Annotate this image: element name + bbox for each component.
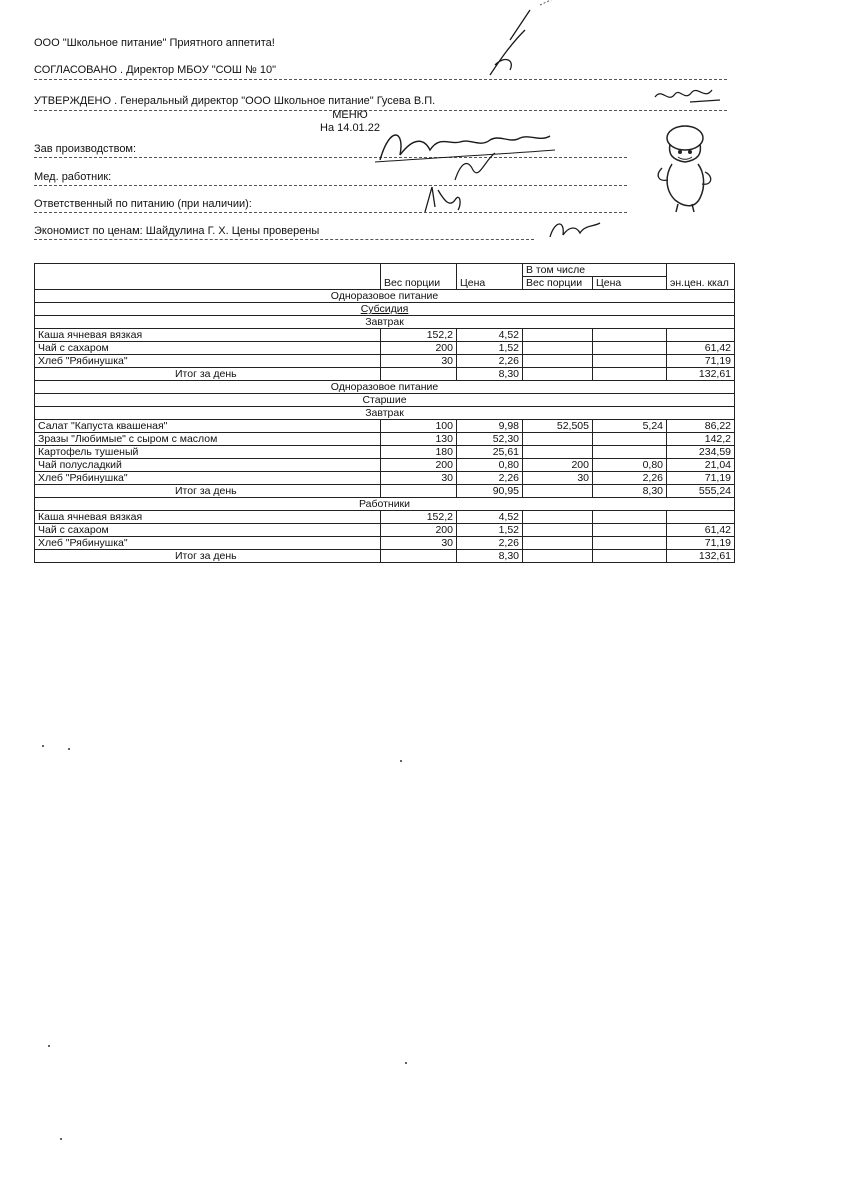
meal-title: Завтрак: [35, 407, 735, 420]
dish-name: Хлеб "Рябинушка": [35, 537, 381, 550]
dish-inc-weight: [523, 511, 593, 524]
dish-kcal: [667, 329, 735, 342]
dish-price: 52,30: [457, 433, 523, 446]
dish-inc-weight: [523, 446, 593, 459]
dish-inc-weight: [523, 537, 593, 550]
scan-speck: [68, 748, 70, 750]
dish-kcal: 61,42: [667, 524, 735, 537]
dish-price: 0,80: [457, 459, 523, 472]
table-row: [35, 355, 735, 368]
dish-price: 2,26: [457, 472, 523, 485]
dish-inc-weight: 52,505: [523, 420, 593, 433]
dish-price: 1,52: [457, 524, 523, 537]
dish-weight: 200: [381, 524, 457, 537]
dish-inc-price: [593, 446, 667, 459]
dish-weight: 180: [381, 446, 457, 459]
table-row: [35, 329, 735, 342]
dish-inc-weight: 30: [523, 472, 593, 485]
total-label: Итог за день: [35, 550, 381, 563]
table-row: [35, 511, 735, 524]
dish-inc-price: [593, 433, 667, 446]
dish-kcal: 21,04: [667, 459, 735, 472]
total-kcal: 555,24: [667, 485, 735, 498]
dish-inc-price: 5,24: [593, 420, 667, 433]
dish-weight: 152,2: [381, 511, 457, 524]
dish-price: 4,52: [457, 511, 523, 524]
total-price: 8,30: [457, 368, 523, 381]
dish-inc-price: [593, 329, 667, 342]
dish-price: 9,98: [457, 420, 523, 433]
col-including-header: В том числе: [523, 264, 667, 277]
dish-inc-weight: [523, 433, 593, 446]
agreed-underline: [34, 79, 727, 80]
total-price: 8,30: [457, 550, 523, 563]
section2-rows: [35, 420, 735, 485]
dish-name: Чай полусладкий: [35, 459, 381, 472]
dish-price: 2,26: [457, 537, 523, 550]
total-row: [35, 368, 735, 381]
responsible-underline: [34, 212, 627, 213]
dish-weight: 200: [381, 459, 457, 472]
dish-price: 25,61: [457, 446, 523, 459]
economist-label: Экономист по ценам: Шайдулина Г. Х. Цены проверены: [34, 225, 320, 237]
dish-inc-weight: [523, 342, 593, 355]
dish-inc-price: 2,26: [593, 472, 667, 485]
section1-rows: [35, 329, 735, 368]
dish-name: Зразы "Любимые" с сыром с маслом: [35, 433, 381, 446]
dish-weight: 30: [381, 355, 457, 368]
dish-name: Картофель тушеный: [35, 446, 381, 459]
section-title: Одноразовое питание: [35, 290, 735, 303]
dish-price: 4,52: [457, 329, 523, 342]
total-row: [35, 550, 735, 563]
medic-signature: [445, 145, 505, 185]
dish-name: Салат "Капуста квашеная": [35, 420, 381, 433]
medic-label: Мед. работник:: [34, 171, 112, 183]
production-head-label: Зав производством:: [34, 143, 137, 155]
total-label: Итог за день: [35, 368, 381, 381]
responsible-label: Ответственный по питанию (при наличии):: [34, 198, 252, 210]
section3-rows: [35, 511, 735, 550]
table-row: [35, 472, 735, 485]
dish-kcal: 71,19: [667, 537, 735, 550]
section-subtitle: Старшие: [35, 394, 735, 407]
dish-kcal: 86,22: [667, 420, 735, 433]
col-price-header: Цена: [457, 264, 523, 290]
dish-weight: 30: [381, 537, 457, 550]
total-kcal: 132,61: [667, 550, 735, 563]
menu-date: На 14.01.22: [320, 122, 380, 134]
col-weight-header: Вес порции: [381, 264, 457, 290]
dish-name: Хлеб "Рябинушка": [35, 355, 381, 368]
responsible-signature: [420, 182, 470, 217]
dish-inc-weight: [523, 329, 593, 342]
scan-speck: [400, 760, 402, 762]
table-row: [35, 537, 735, 550]
meal-title: Завтрак: [35, 316, 735, 329]
dish-inc-price: [593, 511, 667, 524]
table-row: [35, 459, 735, 472]
dish-price: 2,26: [457, 355, 523, 368]
company-line: ООО "Школьное питание" Приятного аппетита!: [34, 37, 275, 49]
menu-title: МЕНЮ: [332, 109, 368, 121]
dish-inc-price: 0,80: [593, 459, 667, 472]
col-energy-header: эн.цен. ккал: [667, 264, 735, 290]
dish-kcal: 142,2: [667, 433, 735, 446]
economist-signature: [545, 215, 605, 245]
table-row: [35, 433, 735, 446]
total-inc-price: 8,30: [593, 485, 667, 498]
dish-name: Каша ячневая вязкая: [35, 329, 381, 342]
dish-weight: 130: [381, 433, 457, 446]
scan-speck: [42, 745, 44, 747]
approved-line: УТВЕРЖДЕНО . Генеральный директор "ООО Школьное питание" Гусева В.П.: [34, 95, 436, 107]
dish-name: Хлеб "Рябинушка": [35, 472, 381, 485]
dish-weight: 30: [381, 472, 457, 485]
dish-kcal: [667, 511, 735, 524]
scan-speck: [60, 1138, 62, 1140]
dish-weight: 200: [381, 342, 457, 355]
dish-kcal: 71,19: [667, 355, 735, 368]
agreed-line: СОГЛАСОВАНО . Директор МБОУ "СОШ № 10": [34, 64, 277, 76]
dish-kcal: 71,19: [667, 472, 735, 485]
total-label: Итог за день: [35, 485, 381, 498]
menu-table: [34, 263, 735, 563]
dish-kcal: 61,42: [667, 342, 735, 355]
col-inc-weight-header: Вес порции: [523, 277, 593, 290]
dish-kcal: 234,59: [667, 446, 735, 459]
scan-speck: [405, 1062, 407, 1064]
dish-weight: 152,2: [381, 329, 457, 342]
dish-inc-weight: [523, 524, 593, 537]
dish-name: Чай с сахаром: [35, 342, 381, 355]
gm-signature: [650, 82, 730, 112]
dish-inc-price: [593, 342, 667, 355]
section-subtitle-text: Субсидия: [360, 303, 409, 315]
dish-inc-price: [593, 524, 667, 537]
table-row: [35, 446, 735, 459]
section-title: Одноразовое питание: [35, 381, 735, 394]
table-header-row-1: [35, 264, 735, 277]
table-row: [35, 420, 735, 433]
dish-name: Чай с сахаром: [35, 524, 381, 537]
table-row: [35, 524, 735, 537]
scan-speck: [48, 1045, 50, 1047]
dish-name: Каша ячневая вязкая: [35, 511, 381, 524]
dish-weight: 100: [381, 420, 457, 433]
dish-inc-weight: [523, 355, 593, 368]
section-subtitle: [35, 303, 735, 316]
chef-logo-icon: [650, 120, 720, 215]
col-inc-price-header: Цена: [593, 277, 667, 290]
economist-underline: [34, 239, 534, 240]
director-signature: [470, 0, 590, 80]
dish-inc-price: [593, 355, 667, 368]
total-price: 90,95: [457, 485, 523, 498]
total-kcal: 132,61: [667, 368, 735, 381]
dish-inc-price: [593, 537, 667, 550]
total-row: [35, 485, 735, 498]
table-row: [35, 342, 735, 355]
medic-underline: [34, 185, 627, 186]
dish-price: 1,52: [457, 342, 523, 355]
section-title: Работники: [35, 498, 735, 511]
dish-inc-weight: 200: [523, 459, 593, 472]
